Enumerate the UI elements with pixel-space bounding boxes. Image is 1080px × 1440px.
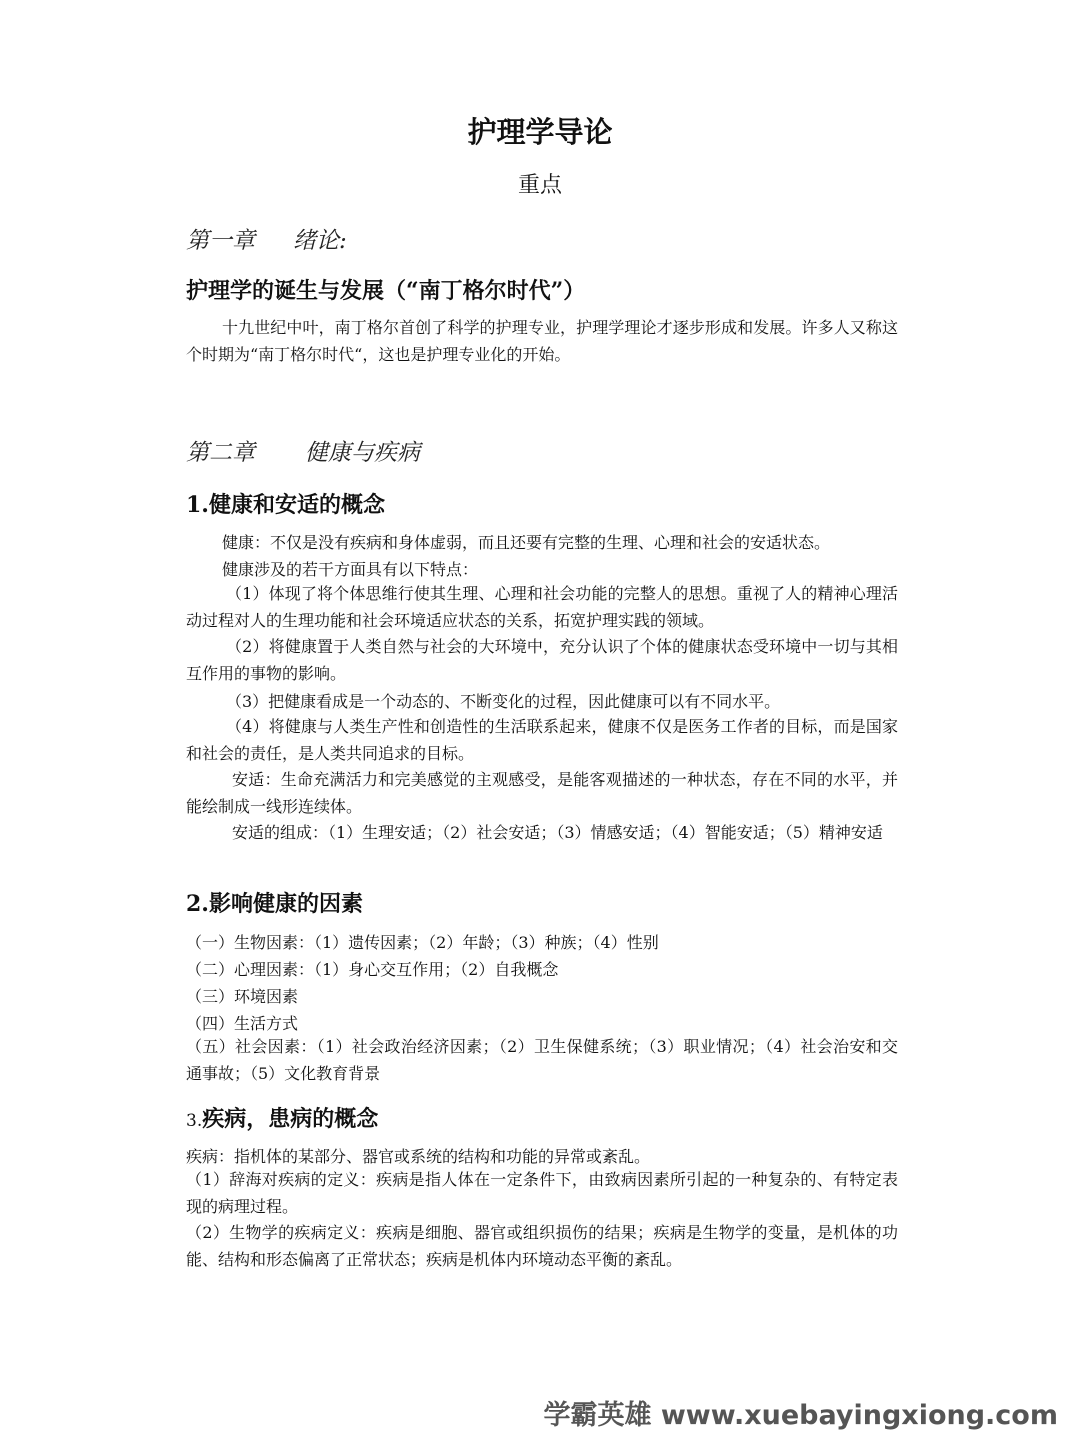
section-2-title: 2.影响健康的因素 [186, 891, 363, 917]
chapter-2-name: 健康与疾病 [305, 440, 420, 466]
chapter-2-heading [186, 434, 420, 467]
health-feature-4: （4）将健康与人类生产性和创造性的生活联系起来，健康不仅是医务工作者的目标，而是国家和社会的责任，是人类共同追求的目标。 [186, 717, 898, 763]
section-3-number: 3. [186, 1111, 203, 1131]
section-3-title [186, 1102, 378, 1133]
page-subtitle: 重点 [517, 173, 562, 198]
chapter-1-label: 第一章 [186, 228, 255, 254]
page-title: 护理学导论 [467, 115, 613, 149]
chapter-2-label: 第二章 [186, 440, 255, 466]
disease-definition: 疾病：指机体的某部分、器官或系统的结构和功能的异常或紊乱。 [186, 1147, 651, 1166]
disease-definition-cihai: （1）辞海对疾病的定义：疾病是指人体在一定条件下，由致病因素所引起的一种复杂的、有特定表现的病理过程。 [186, 1170, 898, 1216]
health-definition: 健康：不仅是没有疾病和身体虚弱，而且还要有完整的生理、心理和社会的安适状态。 [222, 533, 831, 552]
factor-item: （五）社会因素：（1）社会政治经济因素；（2）卫生保健系统；（3）职业情况；（4）社会治安和交通事故；（5）文化教育背景 [186, 1037, 898, 1083]
factor-item: （三）环境因素 [186, 987, 299, 1006]
site-watermark: 学霸英雄 www.xuebayingxiong.com [543, 1400, 1058, 1431]
factor-item: （二）心理因素：（1）身心交互作用；（2）自我概念 [186, 960, 559, 979]
wellness-components: 安适的组成：（1）生理安适；（2）社会安适；（3）情感安适；（4）智能安适；（5）精神安适 [232, 823, 883, 842]
chapter-1-heading [186, 222, 347, 255]
health-feature-3: （3）把健康看成是一个动态的、不断变化的过程，因此健康可以有不同水平。 [226, 692, 781, 711]
disease-definition-biology: （2）生物学的疾病定义：疾病是细胞、器官或组织损伤的结果；疾病是生物学的变量，是机体的功能、结构和形态偏离了正常状态；疾病是机体内环境动态平衡的紊乱。 [186, 1223, 898, 1269]
factor-item: （四）生活方式 [186, 1014, 299, 1033]
section-3-text: 疾病，患病的概念 [202, 1106, 379, 1132]
health-feature-2: （2）将健康置于人类自然与社会的大环境中，充分认识了个体的健康状态受环境中一切与其相互作用的事物的影响。 [186, 637, 898, 683]
factor-item: （一）生物因素：（1）遗传因素；（2）年龄；（3）种族；（4）性别 [186, 933, 659, 952]
nightingale-paragraph: 十九世纪中叶，南丁格尔首创了科学的护理专业，护理学理论才逐步形成和发展。许多人又称这个时期为“南丁格尔时代“，这也是护理专业化的开始。 [186, 318, 898, 364]
health-features-intro: 健康涉及的若干方面具有以下特点： [222, 560, 479, 579]
wellness-definition: 安适：生命充满活力和完美感觉的主观感受，是能客观描述的一种状态，存在不同的水平，并能绘制成一线形连续体。 [186, 770, 898, 816]
section-1-title: 1.健康和安适的概念 [186, 492, 385, 518]
section-nightingale-title: 护理学的诞生与发展（“南丁格尔时代”） [186, 278, 586, 304]
chapter-1-name: 绪论: [293, 228, 347, 254]
health-feature-1: （1）体现了将个体思维行使其生理、心理和社会功能的完整人的思想。重视了人的精神心理活动过程对人的生理功能和社会环境适应状态的关系，拓宽护理实践的领域。 [186, 584, 898, 630]
